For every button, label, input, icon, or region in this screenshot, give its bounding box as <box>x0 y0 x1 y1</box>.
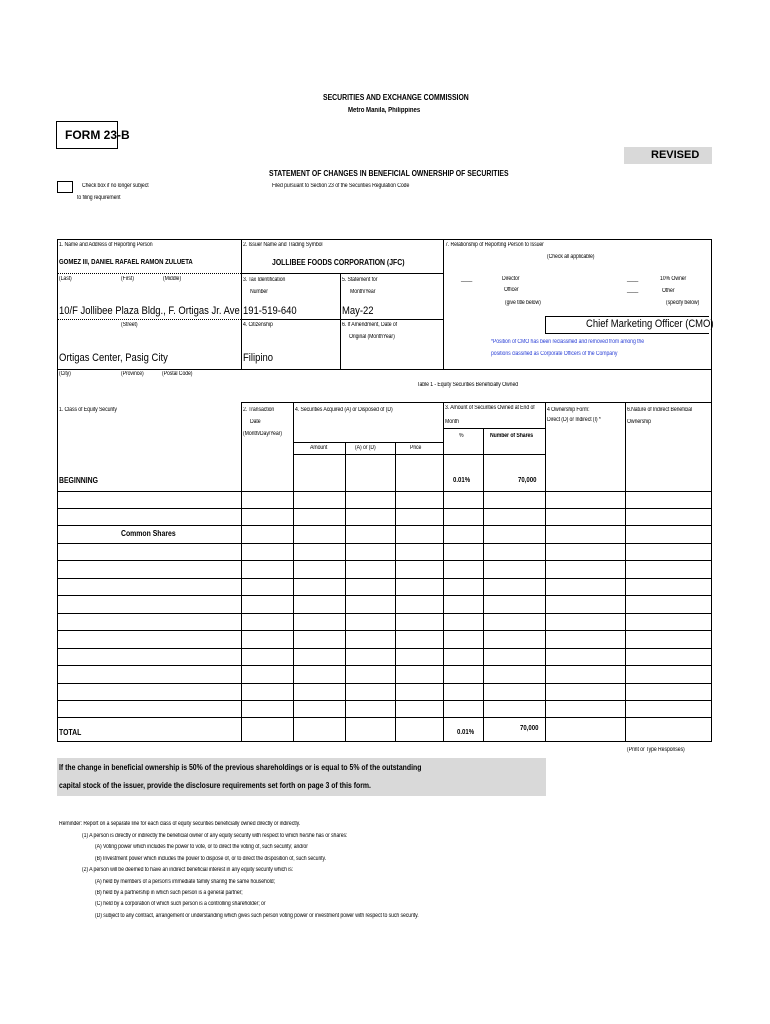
reporting-street[interactable]: 10/F Jollibee Plaza Bldg., F. Ortigas Jr. Ave <box>59 305 240 317</box>
col-price: Price <box>410 445 422 451</box>
form-title: STATEMENT OF CHANGES IN BENEFICIAL OWNERSHIP OF SECURITIES <box>269 169 509 178</box>
reminder-2: (2) A person will be deemed to have an indirect beneficial interest in any equity security which is: <box>82 867 294 873</box>
col-nature-1: 6.Nature of Indirect Beneficial <box>627 407 693 413</box>
reminder-text: Reminder: Report on a separate line for each class of equity securities beneficially owned directly or indirectly. <box>59 821 301 827</box>
col-amount: Amount <box>310 445 328 451</box>
col-class: 1. Class of Equity Security <box>59 407 117 413</box>
owner-checkbox[interactable]: ____ <box>627 276 639 282</box>
label-first: (First) <box>121 276 134 282</box>
label-relationship: 7. Relationship of Reporting Person to Issuer <box>445 242 544 248</box>
print-note: (Print or Type Responses) <box>627 747 685 753</box>
citizenship-value[interactable]: Filipino <box>243 352 273 364</box>
label-citizenship: 4. Citizenship <box>243 322 273 328</box>
label-director: Director <box>502 276 520 282</box>
form-id: FORM 23-B <box>65 128 130 142</box>
checkbox-label-2: to filing requirement <box>77 195 121 201</box>
label-specify: (specify below) <box>666 300 700 306</box>
officer-title[interactable]: Chief Marketing Officer (CMO) <box>586 318 714 330</box>
form-subtitle: Filed pursuant to Section 23 of the Securities Regulation Code <box>272 183 410 189</box>
label-statement-2: Month/Year <box>350 289 376 295</box>
form-id-box <box>56 121 130 149</box>
label-10-owner: 10% Owner <box>660 276 687 282</box>
agency-location: Metro Manila, Philippines <box>348 107 421 114</box>
col-acquired: 4. Securities Acquired (A) or Disposed of (D) <box>295 407 393 413</box>
row-total-label: TOTAL <box>59 728 82 737</box>
label-issuer: 2. Issuer Name and Trading Symbol <box>243 242 323 248</box>
reminder-2a: (A) held by members of a person's immediate family sharing the same household; <box>95 879 275 885</box>
label-province: (Province) <box>121 371 144 377</box>
reminder-1a: (A) Voting power which includes the power to vote, or to direct the voting of, such security; and/or <box>95 844 308 850</box>
label-postal: (Postal Code) <box>162 371 193 377</box>
reminder-1: (1) A person is directly or indirectly the beneficial owner of any equity security with respect to which he/she has or shares: <box>82 833 348 839</box>
table-caption: Table 1 - Equity Securities Beneficially Owned <box>417 382 519 388</box>
row-beginning-pct: 0.01% <box>453 477 471 484</box>
label-tin-1: 3. Tax Identification <box>243 277 286 283</box>
reminder-2b: (B) held by a partnership in which such person is a general partner; <box>95 890 243 896</box>
director-checkbox[interactable]: ____ <box>461 276 473 282</box>
label-name-address: 1. Name and Address of Reporting Person <box>59 242 153 248</box>
statement-month-year[interactable]: May-22 <box>342 305 374 317</box>
other-checkbox[interactable]: ____ <box>627 287 639 293</box>
reporting-person-name[interactable]: GOMEZ III, DANIEL RAFAEL RAMON ZULUETA <box>59 259 193 266</box>
label-statement-1: 5. Statement for <box>342 277 378 283</box>
reporting-city[interactable]: Ortigas Center, Pasig City <box>59 352 168 364</box>
label-check-all: (Check all applicable) <box>547 254 595 260</box>
col-form-1: 4 Ownership Form: <box>547 407 590 413</box>
label-officer: Officer <box>504 287 519 293</box>
label-give-title: (give title below) <box>505 300 541 306</box>
row-total-shares: 70,000 <box>520 725 539 732</box>
position-note-2: positions classified as Corporate Officers of the Company <box>491 351 618 357</box>
reminder-1b: (B) Investment power which includes the power to dispose of, or to direct the disposition of, such security. <box>95 856 326 862</box>
label-street: (Street) <box>121 322 138 328</box>
row-beginning-shares: 70,000 <box>518 477 537 484</box>
issuer-name[interactable]: JOLLIBEE FOODS CORPORATION (JFC) <box>272 258 405 267</box>
label-amendment-1: 6. If Amendment, Date of <box>342 322 398 328</box>
label-tin-2: Number <box>250 289 268 295</box>
col-nature-2: Ownership <box>627 419 651 425</box>
row-common-shares: Common Shares <box>121 529 176 538</box>
no-longer-subject-checkbox[interactable] <box>57 181 73 193</box>
reminder-2c: (C) held by a corporation of which such person is a controlling shareholder; or <box>95 901 266 907</box>
label-last: (Last) <box>59 276 72 282</box>
col-a-or-d: (A) or (D) <box>355 445 376 451</box>
row-total-pct: 0.01% <box>457 729 475 736</box>
reminder-2d: (D) subject to any contract, arrangement or understanding which gives such person voting power or investment power with respect to such security. <box>95 913 419 919</box>
col-owned-2: Month <box>445 419 459 425</box>
col-txn-2: Date <box>250 419 261 425</box>
col-pct: % <box>459 433 464 439</box>
agency-name: SECURITIES AND EXCHANGE COMMISSION <box>323 93 469 102</box>
revised-badge <box>624 147 712 164</box>
row-beginning-label: BEGINNING <box>59 476 98 485</box>
col-txn-1: 2. Transaction <box>243 407 275 413</box>
col-owned-1: 3. Amount of Securities Owned at End of <box>445 405 535 411</box>
tax-id-number[interactable]: 191-519-640 <box>243 305 297 317</box>
label-middle: (Middle) <box>163 276 181 282</box>
col-form-2: Direct (D) or Indirect (I) * <box>547 417 601 423</box>
label-amendment-2: Original (MonthYear) <box>349 334 395 340</box>
checkbox-label-1: Check box if no longer subject <box>82 183 149 189</box>
position-note-1: *Position of CMO has been reclassified and removed from among the <box>491 339 645 345</box>
col-shares: Number of Shares <box>490 433 534 439</box>
label-city: (City) <box>59 371 71 377</box>
label-other: Other <box>662 288 675 294</box>
revised-label: REVISED <box>651 149 700 161</box>
disclosure-line-1: If the change in beneficial ownership is 50% of the previous shareholdings or is equal to 5% of the outstanding <box>59 763 422 772</box>
disclosure-line-2: capital stock of the issuer, provide the disclosure requirements set forth on page 3 of this form. <box>59 781 371 790</box>
col-txn-3: (Month/Day/Year) <box>243 431 282 437</box>
